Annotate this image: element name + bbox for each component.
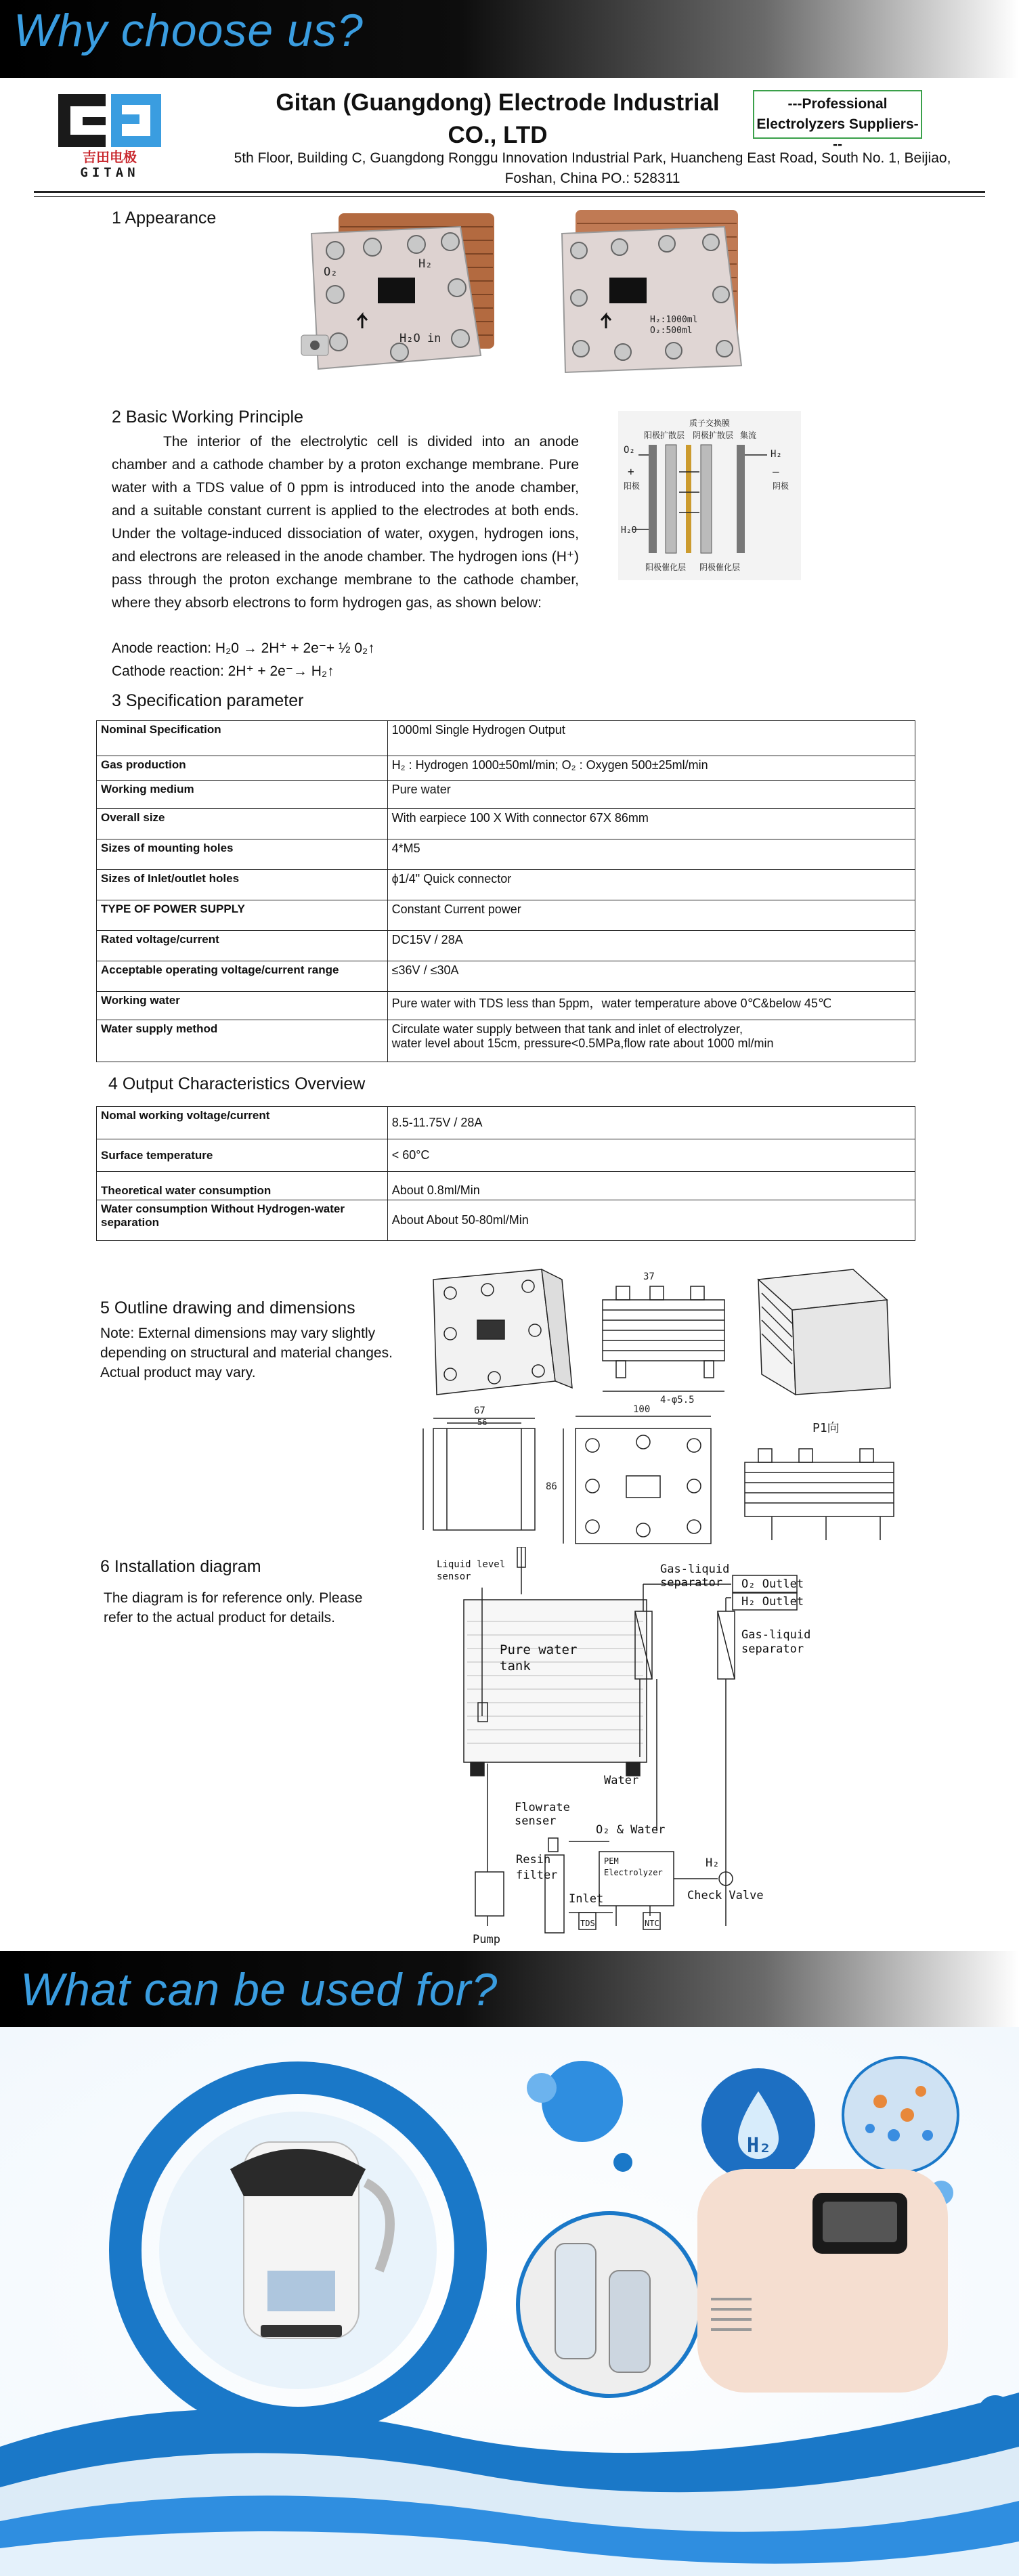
spec-value: 1000ml Single Hydrogen Output [387, 721, 915, 756]
spec-value: Pure water with TDS less than 5ppm，water temperature above 0℃&below 45℃ [387, 992, 915, 1020]
output-key: Nomal working voltage/current [97, 1107, 388, 1139]
diagram-anode: 阳极 [624, 481, 641, 491]
working-principle-diagram [618, 411, 801, 580]
dim-100: 100 [633, 1404, 651, 1415]
diagram-anode-catalyst: 阳极催化层 [645, 563, 687, 572]
output-value: About About 50-80ml/Min [387, 1200, 915, 1241]
section2-title: 2 Basic Working Principle [112, 408, 303, 427]
label-water: Water [604, 1774, 639, 1787]
label-flow-sensor: senser [515, 1814, 557, 1828]
spec-key: Gas production [97, 756, 388, 781]
output-row [97, 1172, 915, 1200]
spec-table [96, 720, 915, 1062]
spec-key: Sizes of mounting holes [97, 839, 388, 870]
diagram-cathode-catalyst: 阴极催化层 [699, 563, 741, 572]
label-separator-2: separator [741, 1642, 804, 1656]
label-separator-1: separator [660, 1576, 723, 1590]
company-name-line1: Gitan (Guangdong) Electrode Industrial [276, 89, 720, 116]
spec-key: Working medium [97, 781, 388, 809]
spec-value-line2: water level about 15cm, pressure<0.5MPa,flow rate about 1000 ml/min [391, 1036, 774, 1050]
front-o2-label: O₂ [324, 265, 338, 279]
address-line1: 5th Floor, Building C, Guangdong Ronggu Innovation Industrial Park, Huancheng East Road, South No. 1, Beijiao, [234, 150, 951, 166]
spec-key: Nominal Specification [97, 721, 388, 756]
label-o2-outlet: O₂ Outlet [741, 1577, 804, 1591]
diagram-cathode-diffusion: 阴极扩散层 [693, 431, 734, 440]
back-spec-line1: H₂:1000ml [650, 315, 698, 325]
spec-row [97, 900, 915, 931]
label-tank: tank [500, 1659, 531, 1674]
output-value: 8.5-11.75V / 28A [387, 1107, 915, 1139]
spec-value-multiline [387, 1020, 915, 1062]
spec-row [97, 781, 915, 809]
output-key: Surface temperature [97, 1139, 388, 1172]
label-liquid-level: Liquid level [437, 1559, 506, 1570]
spec-value: DC15V / 28A [387, 931, 915, 961]
section5-title: 5 Outline drawing and dimensions [100, 1298, 355, 1317]
cathode-reaction: Cathode reaction: 2H⁺ + 2e⁻→ H₂↑ [112, 663, 334, 679]
spec-row [97, 809, 915, 839]
label-pem: PEM [604, 1856, 619, 1866]
logo-cn-text: 吉田电极 [83, 149, 137, 165]
company-logo [56, 91, 164, 179]
spec-row [97, 931, 915, 961]
spec-value: Pure water [387, 781, 915, 809]
label-gas-liquid-2: Gas-liquid [741, 1628, 811, 1642]
label-inlet: Inlet [569, 1892, 604, 1906]
spec-value-line1: Circulate water supply between that tank and inlet of electrolyzer, [391, 1022, 743, 1036]
spec-value: Constant Current power [387, 900, 915, 931]
spec-row [97, 961, 915, 992]
output-value: < 60°C [387, 1139, 915, 1172]
tagline-box [753, 90, 922, 152]
back-spec-line2: O₂:500ml [650, 326, 693, 336]
front-h2-label: H₂ [418, 257, 433, 271]
section6-note: The diagram is for reference only. Please refer to the actual product for details. [104, 1590, 363, 1625]
diagram-h2o: H₂O [621, 525, 637, 536]
outline-drawings [420, 1259, 934, 1557]
output-row [97, 1200, 915, 1241]
label-ntc: NTC [645, 1919, 659, 1928]
spec-key: Working water [97, 992, 388, 1020]
output-table [96, 1106, 915, 1241]
label-pure-water: Pure water [500, 1642, 578, 1657]
company-address [203, 148, 982, 189]
product-image-back [555, 203, 758, 386]
label-tds: TDS [580, 1919, 595, 1928]
address-line2: Foshan, China PO.: 528311 [504, 171, 680, 186]
spec-row [97, 839, 915, 870]
section3-title: 3 Specification parameter [112, 691, 304, 710]
h2-badge-text: H₂ [747, 2134, 772, 2158]
spec-row [97, 1020, 915, 1062]
spec-value: H₂ : Hydrogen 1000±50ml/min; O₂ : Oxygen 500±25ml/min [387, 756, 915, 781]
front-h2o-label: H₂O in [399, 332, 441, 345]
diagram-current-label: 集流 [740, 431, 757, 440]
diagram-anode-diffusion: 阳极扩散层 [644, 431, 685, 440]
output-key: Water consumption Without Hydrogen-water separation [97, 1200, 388, 1241]
label-electrolyzer: Electrolyzer [604, 1868, 663, 1877]
dim-p1: P1向 [812, 1421, 840, 1435]
output-value: About 0.8ml/Min [387, 1172, 915, 1200]
diagram-plus: + [628, 465, 634, 478]
spec-value: ϕ1/4" Quick connector [387, 870, 915, 900]
product-image-front [298, 200, 521, 383]
applications-illustration [0, 2027, 1019, 2576]
label-h2: H₂ [706, 1856, 720, 1870]
output-row [97, 1139, 915, 1172]
company-name-line2: CO., LTD [448, 122, 548, 148]
logo-en-text: GITAN [80, 165, 139, 179]
diagram-minus: — [773, 465, 779, 478]
label-check-valve: Check Valve [687, 1889, 764, 1902]
spec-key: Acceptable operating voltage/current range [97, 961, 388, 992]
dim-56: 56 [477, 1418, 487, 1427]
anode-reaction: Anode reaction: H₂0 → 2H⁺ + 2e⁻+ ½ 0₂↑ [112, 640, 375, 656]
spec-value: ≤36V / ≤30A [387, 961, 915, 992]
output-key: Theoretical water consumption [97, 1172, 388, 1200]
label-h2-outlet: H₂ Outlet [741, 1595, 804, 1609]
header-divider [34, 191, 985, 193]
label-o2-water: O₂ & Water [596, 1823, 666, 1837]
diagram-cathode: 阴极 [773, 481, 789, 491]
header-divider-thin [34, 196, 985, 197]
diagram-membrane-label: 质子交换膜 [689, 418, 731, 428]
section1-title: 1 Appearance [112, 209, 217, 227]
section6-title: 6 Installation diagram [100, 1557, 261, 1576]
banner-title: Why choose us? [14, 5, 364, 56]
section2-paragraph: The interior of the electrolytic cell is divided into an anode chamber and a cathode chamber by a proton exchange membrane. Pure water with a TDS value of 0 ppm is introduced into the anode chamber, and a suitable constant current is applied to the electrodes at both ends. Under the voltage-induced dissociation of water, oxygen, hydrogen ions, and electrons are released in the anode chamber. The hydrogen ions (H⁺) pass through the proton exchange membrane to the cathode chamber, where they absorb electrons to form hydrogen gas, as shown below: [112, 434, 579, 611]
label-pump: Pump [473, 1933, 500, 1946]
output-row [97, 1107, 915, 1139]
bottom-banner-title: What can be used for? [20, 1964, 498, 2015]
dim-37: 37 [643, 1271, 655, 1282]
diagram-h2: H₂ [771, 449, 782, 460]
spec-key: Overall size [97, 809, 388, 839]
spec-key: Sizes of Inlet/outlet holes [97, 870, 388, 900]
label-level-sensor: sensor [437, 1571, 471, 1582]
company-name [264, 87, 731, 152]
section5-note: Note: External dimensions may vary slightly depending on structural and material changes. Actual product may vary. [100, 1326, 393, 1380]
tagline-line2: Electrolyzers Suppliers--- [756, 116, 919, 152]
spec-key: Water supply method [97, 1020, 388, 1062]
installation-diagram [433, 1547, 887, 1953]
spec-key: TYPE OF POWER SUPPLY [97, 900, 388, 931]
dim-hole: 4-φ5.5 [660, 1395, 695, 1405]
spec-value: 4*M5 [387, 839, 915, 870]
label-filter: filter [516, 1869, 558, 1882]
label-resin: Resin [516, 1853, 551, 1866]
section4-title: 4 Output Characteristics Overview [108, 1074, 366, 1093]
tagline-line1: ---Professional [787, 96, 888, 112]
diagram-o2: O₂ [624, 445, 635, 456]
top-banner [0, 0, 1019, 78]
bottom-banner [0, 1951, 1019, 2027]
spec-row [97, 721, 915, 756]
spec-value: With earpiece 100 X With connector 67X 86mm [387, 809, 915, 839]
spec-row [97, 870, 915, 900]
label-flowrate: Flowrate [515, 1801, 570, 1814]
spec-key: Rated voltage/current [97, 931, 388, 961]
dim-67: 67 [474, 1405, 485, 1416]
spec-row [97, 992, 915, 1020]
label-gas-liquid-1: Gas-liquid [660, 1563, 730, 1576]
dim-86: 86 [546, 1481, 557, 1492]
spec-row [97, 756, 915, 781]
